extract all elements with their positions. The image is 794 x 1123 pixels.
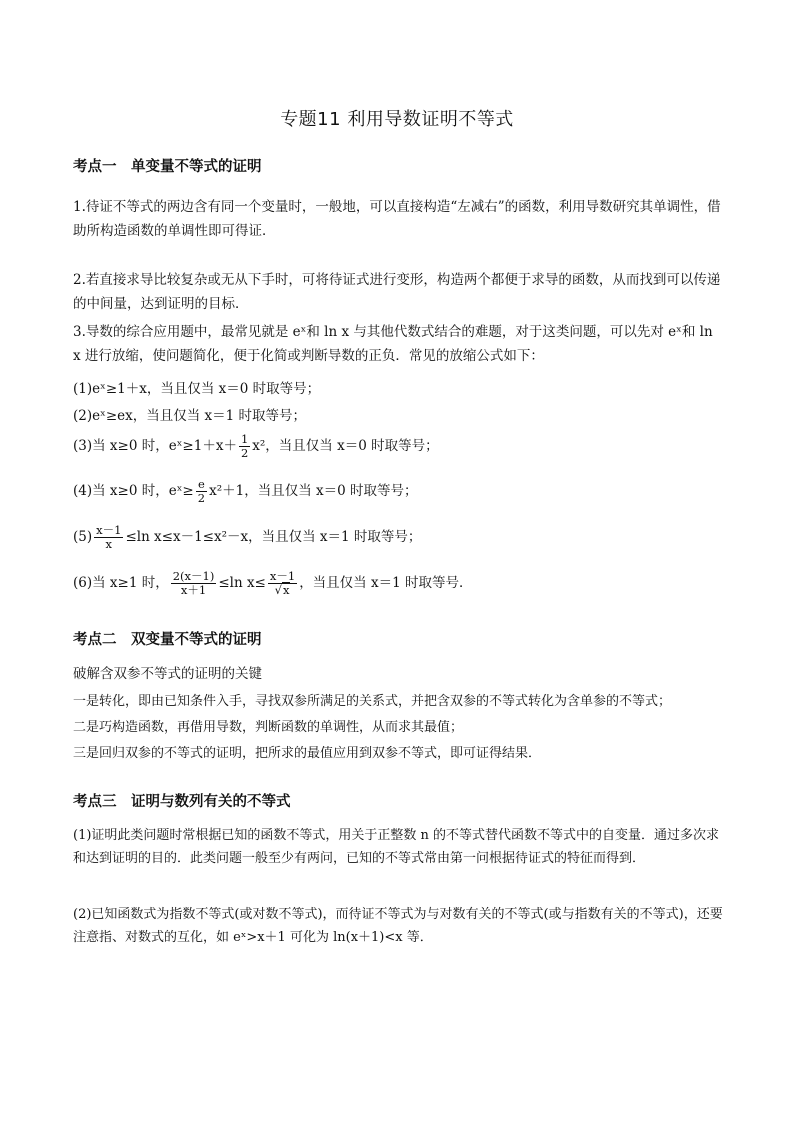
formula-5-prefix: (5) (73, 529, 93, 545)
fraction-denominator: x (105, 537, 113, 551)
section-1-heading: 考点一 单变量不等式的证明 (73, 159, 262, 175)
sqrt-radicand: x (282, 583, 290, 597)
fraction-denominator: x＋1 (180, 583, 207, 597)
section-2-item-2: 二是巧构造函数，再借用导数，判断函数的单调性，从而求其最值； (73, 720, 464, 735)
section-1-paragraph-2: 2.若直接求导比较复杂或无从下手时，可将待证式进行变形，构造两个都便于求导的函数，从而找到可以传递的中间量，达到证明的目标． (73, 272, 721, 312)
formula-5 (73, 524, 421, 551)
section-2-intro: 破解含双参不等式的证明的关键 (73, 666, 262, 682)
formula-6-prefix: (6)当 x≥1 时， (73, 575, 169, 591)
section-2-item-1: 一是转化，即由已知条件入手，寻找双参所满足的关系式，并把含双参的不等式转化为含单参的不等式； (73, 694, 672, 709)
section-2-heading: 考点二 双变量不等式的证明 (73, 632, 262, 648)
formula-6-suffix: ，当且仅当 x＝1 时取等号． (299, 575, 473, 591)
section-3-paragraph-2: (2)已知函数式为指数不等式(或对数不等式)，而待证不等式为与对数有关的不等式(或与指数有关的不等式)，还要注意指、对数式的互化，如 eˣ>x＋1 可化为 ln(x＋1)<x 等． (73, 907, 723, 945)
section-1-paragraph-1: 1.待证不等式的两边含有同一个变量时，一般地，可以直接构造“左减右”的函数，利用导数研究其单调性，借助所构造函数的单调性即可得证． (73, 199, 721, 239)
formula-6-middle: ≤ln x≤ (218, 575, 266, 591)
fraction-numerator: 2(x－1) (172, 569, 215, 583)
fraction-numerator: 1 (240, 432, 249, 446)
section-3-heading: 考点三 证明与数列有关的不等式 (73, 794, 291, 810)
fraction-left (171, 570, 217, 597)
fraction-denominator: √x (274, 583, 290, 597)
section-1-paragraph-3: 3.导数的综合应用题中，最常见就是 eˣ和 ln x 与其他代数式结合的难题，对于这类问题，可以先对 eˣ和 ln x 进行放缩，使问题简化，便于化简或判断导数的正负．常见的放缩公式如下： (73, 324, 713, 364)
fraction-denominator: 2 (240, 446, 249, 460)
formula-2: (2)eˣ≥ex，当且仅当 x＝1 时取等号； (73, 408, 307, 424)
section-2-item-3: 三是回归双参的不等式的证明，把所求的最值应用到双参不等式，即可证得结果． (73, 746, 542, 761)
section-3-paragraph-1: (1)证明此类问题时常根据已知的函数不等式，用关于正整数 n 的不等式替代函数不等式中的自变量．通过多次求和达到证明的目的．此类问题一般至少有两问，已知的不等式常由第一问根据待证式的特征而得到． (73, 828, 720, 866)
formula-4-prefix: (4)当 x≥0 时，eˣ≥ (73, 483, 194, 499)
formula-3 (73, 433, 439, 460)
fraction-numerator: x－1 (269, 569, 296, 583)
formula-4-suffix: x²＋1，当且仅当 x＝0 时取等号； (209, 483, 418, 499)
formula-3-prefix: (3)当 x≥0 时，eˣ≥1＋x＋ (73, 438, 237, 454)
fraction-e-half (196, 478, 207, 505)
formula-6 (73, 570, 472, 597)
fraction-numerator: x－1 (96, 523, 122, 537)
fraction-right (268, 570, 297, 597)
formula-3-suffix: x²，当且仅当 x＝0 时取等号； (252, 438, 439, 454)
fraction-numerator: e (196, 478, 207, 492)
fraction-denominator: 2 (197, 491, 206, 505)
fraction-one-half (239, 433, 250, 460)
fraction-x-minus-1-over-x (94, 524, 123, 551)
formula-4 (73, 478, 417, 505)
formula-5-suffix: ≤ln x≤x－1≤x²－x，当且仅当 x＝1 时取等号； (125, 529, 422, 545)
page-title: 专题11 利用导数证明不等式 (280, 109, 514, 130)
formula-1: (1)eˣ≥1＋x，当且仅当 x＝0 时取等号； (73, 381, 321, 397)
